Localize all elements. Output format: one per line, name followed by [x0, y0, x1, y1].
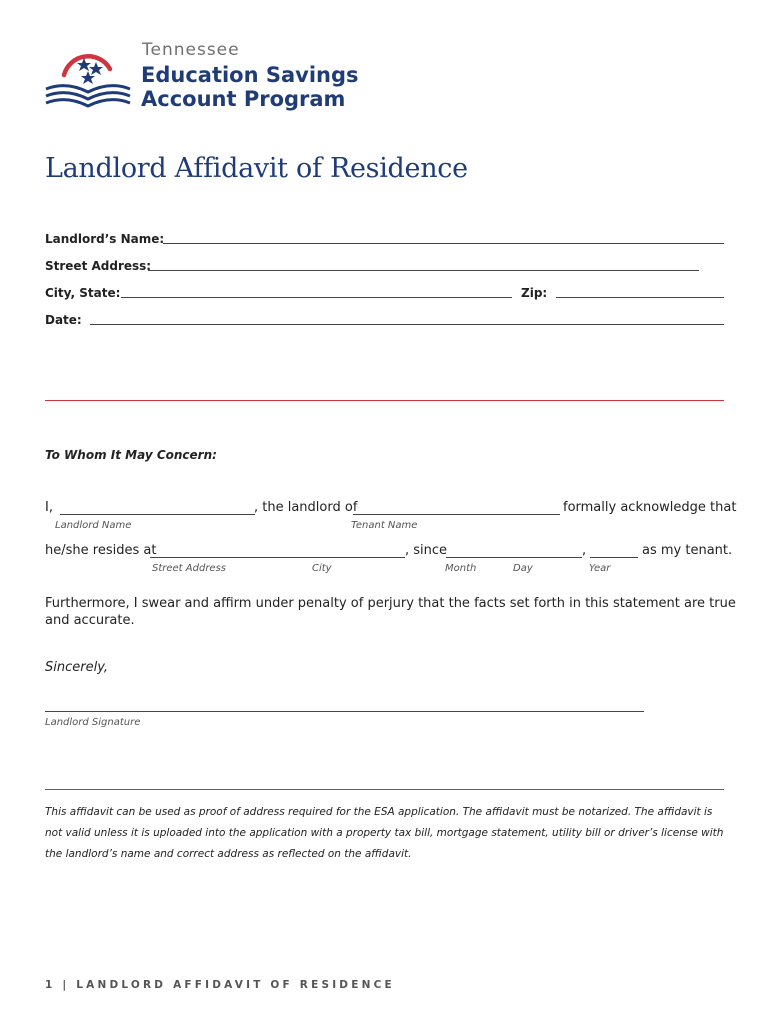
tenant-name-field[interactable] — [353, 514, 560, 515]
street-address-field[interactable] — [148, 270, 699, 271]
year-field[interactable] — [590, 557, 638, 558]
closing: Sincerely, — [45, 660, 109, 675]
esa-logo-icon — [44, 45, 132, 109]
caption-day: Day — [513, 563, 533, 574]
statement-line1-prefix: I, — [45, 500, 53, 515]
statement-line1-suffix: formally acknowledge that — [563, 500, 737, 515]
date-field[interactable] — [90, 324, 724, 325]
note-divider — [45, 789, 724, 790]
landlord-name-label: Landlord’s Name: — [45, 232, 165, 246]
date-label: Date: — [45, 313, 82, 327]
city-state-field[interactable] — [121, 297, 512, 298]
page-title: Landlord Affidavit of Residence — [45, 153, 468, 184]
statement-line2-suffix: as my tenant. — [642, 543, 733, 558]
statement-line2-prefix: he/she resides at — [45, 543, 157, 558]
salutation: To Whom It May Concern: — [45, 448, 217, 462]
statement-line2-since: , since — [405, 543, 448, 558]
signature-caption: Landlord Signature — [45, 717, 141, 728]
zip-field[interactable] — [556, 297, 724, 298]
zip-label: Zip: — [521, 286, 548, 300]
page-footer: 1 | LANDLORD AFFIDAVIT OF RESIDENCE — [45, 979, 395, 991]
month-day-field[interactable] — [446, 557, 582, 558]
landlord-name-inline-field[interactable] — [60, 514, 255, 515]
street-city-field[interactable] — [150, 557, 405, 558]
caption-tenant-name: Tenant Name — [351, 520, 418, 531]
caption-street-address: Street Address — [152, 563, 227, 574]
affirmation-line2: and accurate. — [45, 613, 135, 628]
statement-line1-mid: , the landlord of — [254, 500, 358, 515]
caption-landlord-name: Landlord Name — [55, 520, 132, 531]
caption-city: City — [312, 563, 332, 574]
city-state-label: City, State: — [45, 286, 121, 300]
statement-line2-comma: , — [582, 543, 587, 558]
section-divider — [45, 400, 724, 401]
street-address-label: Street Address: — [45, 259, 152, 273]
brand-program-line1: Education Savings — [141, 63, 359, 87]
brand-state: Tennessee — [142, 40, 240, 60]
brand-program-line2: Account Program — [141, 87, 346, 111]
affirmation-line1: Furthermore, I swear and affirm under penalty of perjury that the facts set forth in this statement are true — [45, 596, 736, 611]
signature-field[interactable] — [45, 711, 644, 712]
affidavit-note: This affidavit can be used as proof of address required for the ESA application. The affidavit must be notarized. The affidavit is not valid unless it is uploaded into the application with a property tax bill, mortgage statement, utility bill or driver’s license with the landlord’s name and correct address as reflected on the affidavit. — [45, 806, 724, 860]
brand-program-name — [141, 63, 359, 111]
landlord-name-field[interactable] — [163, 243, 724, 244]
caption-year: Year — [589, 563, 611, 574]
caption-month: Month — [445, 563, 477, 574]
